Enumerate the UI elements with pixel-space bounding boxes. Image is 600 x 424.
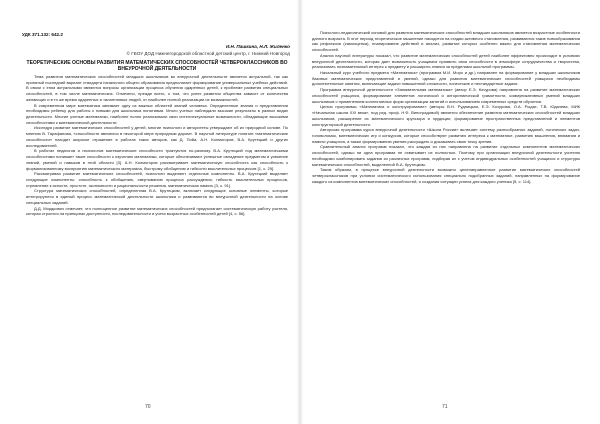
udk-code: УДК 371.132: 642.2 <box>22 32 63 37</box>
paragraph: Структура математических способностей, определенная В.А. Крутецким, включает следующие основные элементы, которые интегрируются в единый процесс математической деятельности школьника и развиваются во внеурочной деятельности на основе специальных заданий. <box>26 188 288 205</box>
article-authors: И.Н. Пашкина, Н.Л. Жиленко <box>225 44 290 49</box>
paragraph: Исследуя развитие математических способностей у детей, многие психологи и авторитеты утверждают об их природной основе. По мнению В. Тарафанова, «способности являются в некоторой мере природным даром». В научной литературе понятие «математические способности» находит широкое отражение в работах таких авторов, как Д. Пойа, А.Н. Колмогоров, В.А. Крутецкий и других исследователей. <box>26 125 288 148</box>
paragraph: Д.Д. Мордкович отмечает, что полноценное развитие математических способностей предполагает систематическую работу учителя, которая строится на принципах доступности, последовательности и учета возрастных особенностей детей [4, с. 56]. <box>26 205 288 217</box>
paragraph: Целью программы «Математика и конструирование» (авторы В.Н. Рудницкая, Е.Э. Кочурова, О.А. Рыдзе, Т.В. Юдачева, МИК «Начальная школа XXI века», под ред. проф. Н.Ф. Виноградовой) является обеспечение развития математических способностей младших школьников, расширение их математического кругозора и эрудиции, формирование пространственных представлений и элементов конструкторской деятельности. <box>312 104 580 127</box>
paragraph: Сравнительный анализ программ показал, что каждая из них направлена на развитие отдельных компонентов математических способностей, однако ни одна программа не охватывает их полностью. Поэтому при организации внеурочной деятельности учителю необходимо комбинировать задания из различных программ, подбирая их с учетом индивидуальных особенностей учащихся и структуры математических способностей, выделенной В.А. Крутецким. <box>312 144 580 167</box>
article-title: ТЕОРЕТИЧЕСКИЕ ОСНОВЫ РАЗВИТИЯ МАТЕМАТИЧЕСКИХ СПОСОБНОСТЕЙ ЧЕТВЕРОКЛАССНИКОВ ВО ВНЕУРОЧНОЙ ДЕЯТЕЛЬНОСТИ <box>26 60 288 72</box>
paragraph: Рассматривая развитие математических способностей, психологи выделяют отдельные компоненты. В.А. Крутецкий выделяет следующие компоненты: способность к обобщению, свертыванию процесса рассуждения, гибкость мыслительных процессов, стремление к ясности, простоте, экономности и рациональности решения, математическая память [3, с. 91]. <box>26 171 288 188</box>
paragraph: Таким образом, в процессе внеурочной деятельности возможно целенаправленное развитие математических способностей четвероклассников при условии систематического использования специально подобранных заданий, направленных на формирование каждого из компонентов математических способностей, и создания ситуации успеха для каждого ученика [5, с. 114]. <box>312 167 580 184</box>
paragraph: В работах педагогов и психологов математические способности трактуются по-разному. В.А. Крутецкий под математическими способностями понимает такие способности к изучению математики, которые обеспечивают успешное овладение предметом и усвоение знаний, умений и навыков в этой области [3]. А.Н. Колмогоров рассматривает математическую способность как способность к формализованному восприятию математического материала, быстрому обобщению и гибкости мыслительных процессов [1, с. 29]. <box>26 148 288 171</box>
paragraph: Анализ научной литературы показал, что развитие математических способностей детей наиболее эффективно происходит в условиях внеурочной деятельности, которая дает возможность учащимся проявить свои способности в атмосфере сотрудничества и творчества, реализовать познавательный интерес к предмету и расширить знания за пределами школьной программы. <box>312 52 580 70</box>
paragraph: Тема развития математических способностей младших школьников во внеурочной деятельности является актуальной, так как принятый последний вариант стандарта начального общего образования предполагает формирование универсальных учебных действий. В связи с этим актуальными являются вопросы организации процесса обучения одаренных детей, к проблеме развития специальных способностей, в том числе математических. Отмечено, прежде всего, о том, что успех развития общества зависит от количества желающих и в то же время одаренных и талантливых людей, от наиболее полной реализации их возможностей. <box>26 74 288 102</box>
left-text-column <box>26 74 288 404</box>
right-page <box>300 0 600 424</box>
paragraph: Программа внеурочной деятельности «Занимательная математика» (автор Е.Э. Кочурова) направлена на развитие математических способностей учащихся, формирование элементов логической и алгоритмической грамотности, коммуникативных умений младших школьников с применением коллективных форм организации занятий и использованием современных средств обучения. <box>312 87 580 104</box>
copyright-line: © ГБОУ ДОД Нижнегородской областной детский центр, г. Нижний Новгород <box>126 51 290 56</box>
right-text-column <box>312 30 580 404</box>
paragraph: Начальный курс учебного предмета «Математика» (программа М.И. Моро и др.) направлен на формирование у младших школьников базовых математических представлений и умений, однако для развития математических способностей учащихся необходимы дополнительные занятия, включающие задачи повышенной сложности, логические и нестандартные задачи. <box>312 70 580 87</box>
paragraph: Психолого-педагогический основой для развития математических способностей младших школьников является возрастные особенности данного возраста. В этот период теоретическое мышление находится на стадии активного становления, развиваются такие новообразования как рефлексия (самооценка), планирование действий и анализ, развитие которых особенно важно для становления математических способностей. <box>312 30 580 53</box>
paragraph: В современном мире математика занимает одну из важных областей знаний человека. Определенные знания и представления необходимы ребенку для работы с новыми для школьника понятиями. Много ученых наблюдали высокие результаты в разных видах деятельности. Многие ученые математики, наиболее полно реализовали свои интеллектуальные возможности, обладающие высокими способностями к математической деятельности. <box>26 102 288 125</box>
paragraph: Авторская программа курса внеурочной деятельности «Школа России» включает систему разнообразных заданий, логических задач, головоломок, математических игр и конкурсов, которые способствуют развитию интереса к математике, развитию мышления, внимания и памяти учащихся, а также формированию умения рассуждать и доказывать свою точку зрения. <box>312 127 580 144</box>
page-number-right: 71 <box>442 404 448 410</box>
page-number-left: 70 <box>145 404 151 410</box>
